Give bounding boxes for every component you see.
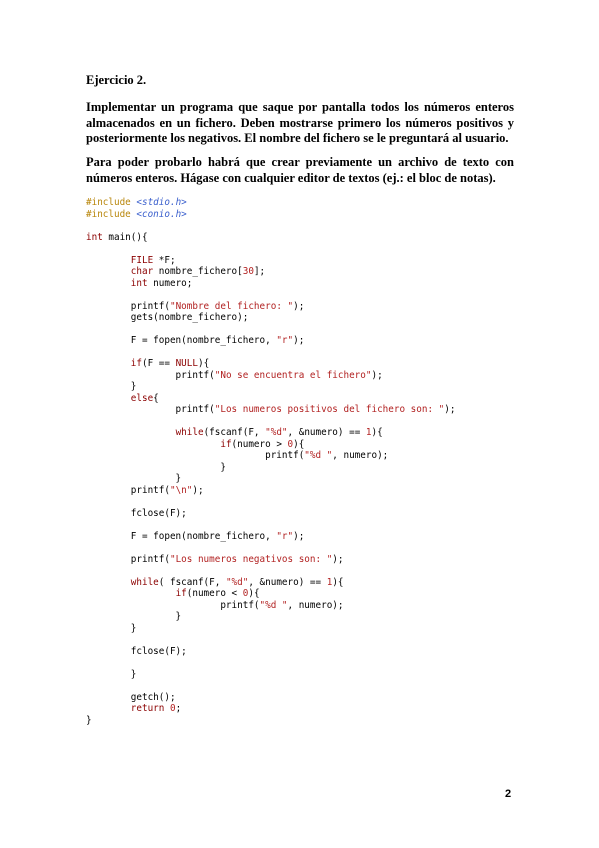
code-line: fclose(F); — [86, 645, 187, 657]
code-line: } — [86, 668, 137, 680]
code-line: #include <stdio.h> — [86, 197, 187, 208]
code-line: while(fscanf(F, "%d", &numero) == 1){ — [175, 427, 383, 438]
code-line — [86, 542, 526, 554]
instruction-paragraph: Implementar un programa que saque por pantalla todos los números enteros almacenados en un fichero. Deben mostrarse primero los números positivos y posteriormente los negativos. El nombre del fichero se le preguntará al usuario. — [86, 100, 514, 145]
code-line: #include <conio.h> — [86, 208, 187, 220]
code-line: printf("No se encuentra el fichero"); — [86, 369, 383, 381]
exercise-title: Ejercicio 2. — [86, 73, 147, 87]
code-line: F = fopen(nombre_fichero, "r"); — [86, 530, 305, 542]
code-line: } — [86, 461, 226, 473]
code-line: FILE *F; — [130, 254, 176, 266]
code-line: } — [86, 714, 92, 726]
code-line: gets(nombre_fichero); — [86, 312, 249, 323]
code-line: printf("Los numeros negativos son: "); — [86, 553, 344, 565]
code-line — [86, 324, 526, 336]
code-line — [86, 634, 526, 646]
code-line — [86, 519, 526, 531]
code-line: if(numero < 0){ — [175, 588, 260, 599]
code-line: } — [86, 473, 182, 484]
code-line: } — [86, 611, 182, 622]
code-line: if(numero > 0){ — [220, 438, 305, 450]
code-line — [86, 347, 526, 359]
test-instructions-paragraph: Para poder probarlo habrá que crear previamente un archivo de texto con números enteros. Hágase con cualquier editor de textos (ej.: el bloc de notas). — [86, 155, 514, 185]
code-line — [86, 289, 526, 301]
code-line: printf("\n"); — [86, 484, 204, 496]
code-line — [86, 220, 526, 232]
code-line — [86, 416, 526, 428]
code-line: printf("Nombre del fichero: "); — [86, 300, 305, 312]
code-line — [86, 243, 526, 255]
code-line — [86, 680, 526, 692]
code-line: else{ — [130, 392, 159, 404]
code-line: getch(); — [86, 691, 176, 703]
code-line: int main(){ — [86, 231, 148, 243]
code-line: F = fopen(nombre_fichero, "r"); — [86, 335, 305, 346]
code-line: if(F == NULL){ — [130, 358, 210, 369]
code-line: printf("%d ", numero); — [86, 599, 344, 611]
code-listing — [86, 197, 526, 726]
code-line: printf("%d ", numero); — [86, 450, 389, 461]
code-line: printf("Los numeros positivos del fichero son: "); — [86, 404, 456, 415]
code-line — [86, 565, 526, 577]
code-line: } — [86, 381, 137, 392]
code-line: fclose(F); — [86, 507, 187, 519]
code-line — [86, 657, 526, 669]
code-line: } — [86, 622, 137, 634]
code-line: char nombre_fichero[30]; — [130, 266, 266, 277]
code-line: while( fscanf(F, "%d", &numero) == 1){ — [130, 576, 344, 588]
code-line: return 0; — [130, 703, 182, 714]
code-line: int numero; — [130, 277, 193, 289]
page-number: 2 — [505, 788, 512, 800]
code-line — [86, 496, 526, 508]
